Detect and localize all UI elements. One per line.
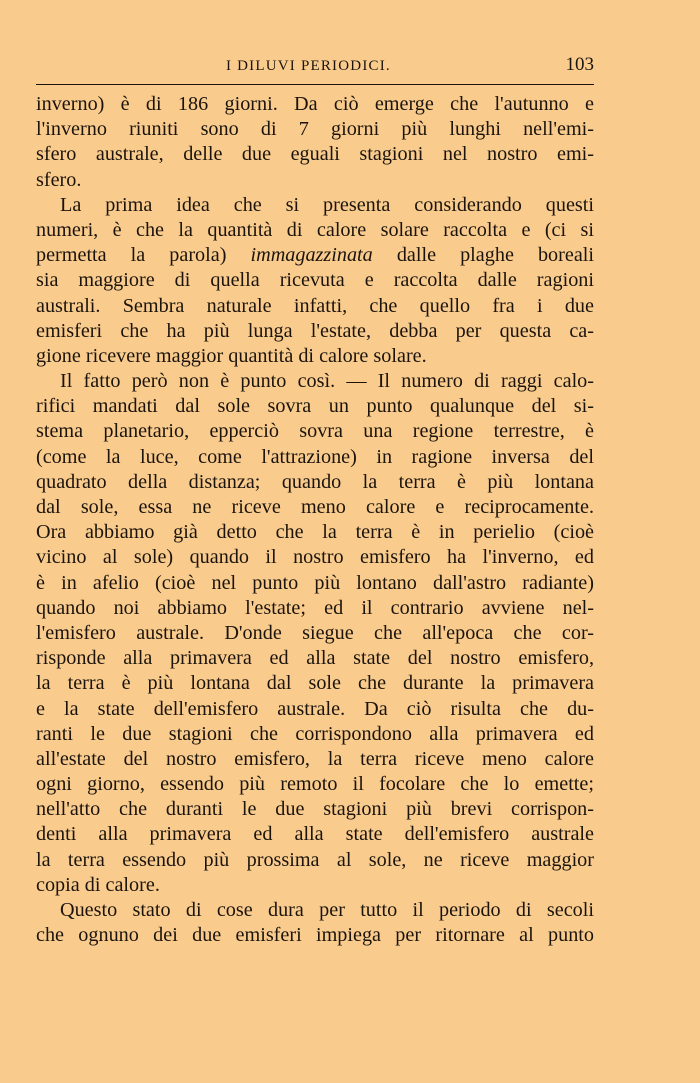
text-line: l'emisfero australe. D'onde siegue che all'epoca che cor- <box>36 621 594 644</box>
text-line: che ognuno dei due emisferi impiega per ritornare al punto <box>36 924 594 947</box>
text-line: nell'atto che duranti le due stagioni più brevi corrispon- <box>36 798 594 821</box>
text-line: (come la luce, come l'attrazione) in ragione inversa del <box>36 445 594 468</box>
text-line: Ora abbiamo già detto che la terra è in perielio (cioè <box>36 521 594 544</box>
text-line: stema planetario, epperciò sovra una regione terrestre, è <box>36 420 594 443</box>
text-line: vicino al sole) quando il nostro emisfero ha l'inverno, ed <box>36 546 594 569</box>
text-line: ranti le due stagioni che corrispondono alla primavera ed <box>36 722 594 745</box>
text-line: l'inverno riuniti sono di 7 giorni più lunghi nell'emi- <box>36 118 594 141</box>
text-fragment: dalle plaghe boreali <box>372 244 594 267</box>
text-line: la terra essendo più prossima al sole, ne riceve maggior <box>36 848 594 871</box>
text-line: e la state dell'emisfero australe. Da ciò risulta che du- <box>36 697 594 720</box>
text-line: La prima idea che si presenta considerando questi <box>60 193 594 216</box>
text-line: è in afelio (cioè nel punto più lontano dall'astro radiante) <box>36 571 594 594</box>
header-rule <box>36 84 594 85</box>
italic-term: immagazzinata <box>250 244 373 267</box>
text-line: ogni giorno, essendo più remoto il focolare che lo emette; <box>36 773 594 796</box>
text-line: inverno) è di 186 giorni. Da ciò emerge che l'autunno e <box>36 93 594 115</box>
text-line <box>36 243 594 268</box>
page-number: 103 <box>565 54 594 75</box>
text-line: denti alla primavera ed alla state dell'emisfero australe <box>36 823 594 846</box>
text-line: sia maggiore di quella ricevuta e raccolta dalle ragioni <box>36 269 594 292</box>
text-line: sfero. <box>36 168 82 191</box>
text-line: Il fatto però non è punto così. — Il numero di raggi calo- <box>60 370 594 393</box>
text-fragment: permetta la parola) <box>36 244 251 267</box>
running-title: I DILUVI PERIODICI. <box>226 58 391 74</box>
text-line: dal sole, essa ne riceve meno calore e reciprocamente. <box>36 496 594 518</box>
text-line: quando noi abbiamo l'estate; ed il contrario avviene nel- <box>36 596 594 619</box>
text-line: quadrato della distanza; quando la terra è più lontana <box>36 470 594 493</box>
text-line: emisferi che ha più lunga l'estate, debba per questa ca- <box>36 319 594 342</box>
text-line: copia di calore. <box>36 873 160 896</box>
text-line: numeri, è che la quantità di calore solare raccolta e (ci si <box>36 218 594 241</box>
text-line: sfero australe, delle due eguali stagioni nel nostro emi- <box>36 143 594 166</box>
book-page <box>36 52 594 948</box>
text-line: rifici mandati dal sole sovra un punto qualunque del si- <box>36 395 594 418</box>
text-line: all'estate del nostro emisfero, la terra riceve meno calore <box>36 747 594 770</box>
text-line: australi. Sembra naturale infatti, che quello fra i due <box>36 294 594 317</box>
text-line: la terra è più lontana dal sole che durante la primavera <box>36 672 594 695</box>
text-line: Questo stato di cose dura per tutto il periodo di secoli <box>60 899 594 921</box>
running-head <box>36 52 594 84</box>
body-text <box>36 92 594 948</box>
text-line: gione ricevere maggior quantità di calore solare. <box>36 344 427 367</box>
text-line: risponde alla primavera ed alla state del nostro emisfero, <box>36 647 594 670</box>
